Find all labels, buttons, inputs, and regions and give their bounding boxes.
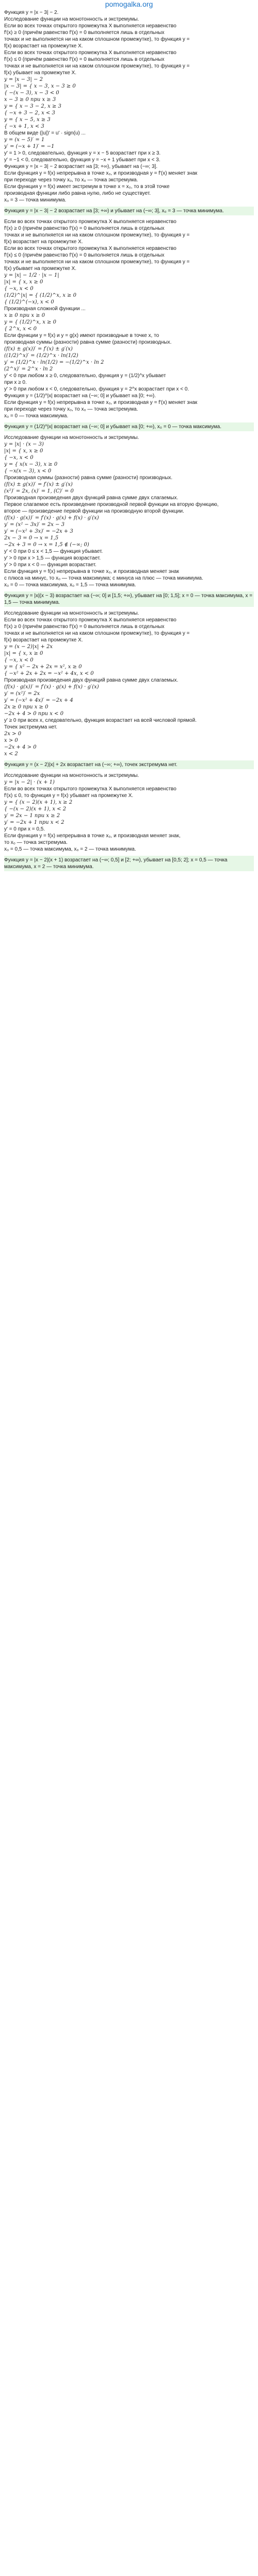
math-line: y = |x − 3| − 2 — [4, 77, 43, 82]
math-line: |x| = { x, x ≥ 0 — [4, 279, 43, 285]
math-line: { −x + 1, x < 3 — [4, 124, 44, 129]
math-line: y = { (1/2)^x, x ≥ 0 — [4, 319, 56, 325]
text-line: точках и не выполняется ни на каком сплошном промежутке), то функция y = — [4, 63, 190, 69]
text-line: Функция y = (1/2)^|x| возрастает на (−∞; 0] и убывает на [0; +∞). — [4, 393, 156, 399]
math-line: (1/2)^|x| = { (1/2)^x, x ≥ 0 — [4, 293, 76, 298]
text-line: f(x) возрастает на промежутке X. — [4, 43, 83, 49]
math-line: y′ = (−x² + 3x)′ = −2x + 3 — [4, 529, 73, 534]
text-line: Если во всех точках открытого промежутка X выполняется неравенство — [4, 617, 176, 623]
math-line: y = { x − 3 − 2, x ≥ 3 — [4, 104, 61, 109]
math-line: y = (x − 2)|x| + 2x — [4, 644, 53, 650]
text-line: y′ > 0 при x > 1,5 — функция возрастает. — [4, 555, 101, 561]
site-logo[interactable]: pomogalka.org — [105, 0, 153, 8]
text-line: Если функция y = f(x) имеет экстремум в точке x = x₀, то в этой точке — [4, 184, 170, 190]
answer-text: Функция y = (x − 2)|x| + 2x возрастает на (−∞; +∞), точек экстремума нет. — [4, 762, 178, 768]
text-line: y′ ≥ 0 при всех x, следовательно, функция возрастает на всей числовой прямой. — [4, 718, 197, 723]
answer-text: Функция y = (1/2)^|x| возрастает на (−∞; 0] и убывает на [0; +∞), x₀ = 0 — точка максимума. — [4, 424, 222, 430]
math-line: { −x + 3 − 2, x < 3 — [4, 110, 55, 116]
text-line: Исследование функции на монотонность и экстремумы. — [4, 16, 139, 22]
text-line: второе — произведение первой функции на производную второй функции. — [4, 509, 184, 514]
text-line: f′(x) ≤ 0 (причём равенство f′(x) = 0 выполняется лишь в отдельных — [4, 252, 165, 258]
text-line: Если во всех точках открытого промежутка X выполняется неравенство — [4, 246, 176, 251]
math-line: { −(x − 2)(x + 1), x < 2 — [4, 806, 67, 812]
math-line: y′ = (1/2)^x · ln(1/2) = −(1/2)^x · ln 2 — [4, 360, 104, 365]
math-line: −2x + 3 = 0 → x = 1,5 ∉ (−∞; 0) — [4, 542, 89, 548]
text-line: y′ = −1 < 0, следовательно, функция y = −x + 1 убывает при x < 3. — [4, 157, 160, 163]
text-line: производная функции либо равна нулю, либо не существует. — [4, 191, 151, 196]
math-line: y = (x − 5)′ = 1 — [4, 137, 45, 143]
text-line: Функция y = |x − 3| − 2 возрастает на [3; +∞), убывает на (−∞; 3]. — [4, 164, 158, 170]
text-line: Если во всех точках открытого промежутка X выполняется неравенство — [4, 219, 176, 225]
math-line: (x²)′ = 2x, (x)′ = 1, (C)′ = 0 — [4, 488, 74, 494]
text-line: y′ > 0 при x < 0 — функция возрастает. — [4, 562, 96, 568]
answer-text: Функция y = |x − 3| − 2 возрастает на [3; +∞) и убывает на (−∞; 3], x₀ = 3 — точка минимума. — [4, 208, 224, 214]
text-line: точках и не выполняется ни на каком сплошном промежутке), то функция y = — [4, 631, 190, 636]
math-line: ((1/2)^x)′ = (1/2)^x · ln(1/2) — [4, 353, 78, 359]
text-line: x₀ = 0,5 — точка максимума, x₀ = 2 — точка минимума. — [4, 846, 136, 852]
text-line: при переходе через точку x₀, то x₀ — точка экстремума. — [4, 177, 138, 183]
math-line: { −x(x − 3), x < 0 — [4, 468, 52, 474]
text-line: производная суммы (разности) равна сумме (разности) производных. — [4, 340, 172, 345]
text-line: Если функция y = f(x) непрерывна в точке x₀, и производная y = f′(x) меняет знак — [4, 171, 198, 176]
math-line: y = { x − 5, x ≥ 3 — [4, 117, 51, 123]
text-line: Производная произведения двух функций равна сумме двух слагаемых. — [4, 495, 179, 501]
math-line: x − 3 ≥ 0 при x ≥ 3 — [4, 97, 56, 103]
math-line: |x| = { x, x ≥ 0 — [4, 651, 43, 656]
text-line: при x ≥ 0. — [4, 380, 27, 385]
text-line: x₀ = 0 — точка максимума, x₀ = 1,5 — точка минимума. — [4, 582, 136, 588]
text-line: Производная произведения двух функций равна сумме двух слагаемых. — [4, 677, 179, 683]
math-line: |x| = { x, x ≥ 0 — [4, 448, 43, 454]
math-line: 2x ≥ 0 при x ≥ 0 — [4, 704, 49, 710]
text-line: y′ < 0 при 0 ≤ x < 1,5 — функция убывает. — [4, 549, 103, 554]
text-line: f′(x) ≥ 0 (причём равенство f′(x) = 0 выполняется лишь в отдельных — [4, 226, 165, 231]
math-line: |x − 3| = { x − 3, x − 3 ≥ 0 — [4, 83, 76, 89]
math-line: y = { x² − 2x + 2x = x², x ≥ 0 — [4, 664, 82, 670]
answer-block — [4, 422, 254, 431]
math-line: (f(x) · g(x))′ = f′(x) · g(x) + f(x) · g′(x) — [4, 684, 99, 690]
text-line: f(x) возрастает на промежутке X. — [4, 239, 83, 245]
text-line: y′ > 0 при любом x < 0, следовательно, функция y = 2^x возрастает при x < 0. — [4, 386, 189, 392]
math-line: y′ = 2x − 1 при x ≥ 2 — [4, 813, 60, 819]
text-line: f′(x) ≥ 0 (причём равенство f′(x) = 0 выполняется лишь в отдельных — [4, 30, 165, 36]
text-line: то x₀ — точка экстремума. — [4, 840, 68, 845]
math-line: y′ = (−x + 1)′ = −1 — [4, 144, 55, 149]
math-line: y′ = (−x² + 4x)′ = −2x + 4 — [4, 698, 73, 703]
text-line: f′(x) ≤ 0, то функция y = f(x) убывает на промежутке X. — [4, 793, 134, 799]
text-line: y′ < 0 при любом x ≥ 0, следовательно, функция y = (1/2)^x убывает — [4, 373, 166, 379]
text-line: Исследование функции на монотонность и экстремумы. — [4, 773, 139, 778]
answer-text: Функция y = |x|(x − 3) возрастает на (−∞; 0] и [1,5; +∞), убывает на [0; 1,5]; x = 0 — точка максимума, x = 1,5 — точка минимума. — [4, 593, 253, 605]
text-line: x₀ = 3 — точка минимума. — [4, 197, 67, 203]
text-line: В общем виде (|u|)′ = u′ · sign(u) ... — [4, 130, 86, 136]
text-line: y′ = 1 > 0, следовательно, функция y = x − 5 возрастает при x ≥ 3. — [4, 150, 161, 156]
text-line: Первое слагаемое есть произведение производной первой функции на вторую функцию, — [4, 502, 219, 507]
text-line: точках и не выполняется ни на каком сплошном промежутке), то функция y = — [4, 37, 190, 42]
math-line: (f(x) ± g(x))′ = f′(x) ± g′(x) — [4, 482, 73, 487]
answer-block — [4, 856, 254, 871]
answer-block — [4, 207, 254, 215]
math-line: x ≥ 0 при x ≥ 0 — [4, 313, 45, 318]
math-line: y′ = −2x + 1 при x < 2 — [4, 820, 64, 825]
math-line: y = |x| − 1/2 · |x − 1| — [4, 273, 59, 278]
text-line: Производная суммы (разности) равна сумме (разности) производных. — [4, 475, 173, 481]
math-line: (2^x)′ = 2^x · ln 2 — [4, 366, 53, 372]
math-line: { −x, x < 0 — [4, 657, 34, 663]
math-line: { −x² + 2x + 2x = −x² + 4x, x < 0 — [4, 671, 94, 676]
math-line: 2x > 0 — [4, 731, 22, 737]
math-line: y = { x(x − 3), x ≥ 0 — [4, 462, 58, 467]
text-line: с плюса на минус, то x₀ — точка максимума; с минуса на плюс — точка минимума. — [4, 575, 203, 581]
text-line: x₀ = 0 — точка максимума. — [4, 413, 69, 419]
text-line: Функция y = |x − 3| − 2. — [4, 10, 59, 15]
text-line: Если во всех точках открытого промежутка X выполняется неравенство — [4, 50, 176, 56]
math-line: { −(x − 3), x − 3 < 0 — [4, 90, 59, 96]
text-line: f(x) возрастает на промежутке X. — [4, 637, 83, 643]
text-line: точках и не выполняется ни на каком сплошном промежутке), то функция y = — [4, 232, 190, 238]
text-line: f(x) убывает на промежутке X. — [4, 266, 76, 272]
text-line: f′(x) ≥ 0 (причём равенство f′(x) = 0 выполняется лишь в отдельных — [4, 624, 165, 630]
math-line: y′ = (x² − 3x)′ = 2x − 3 — [4, 522, 64, 528]
math-line: y = { (x − 2)(x + 1), x ≥ 2 — [4, 800, 73, 805]
solution-content — [0, 9, 258, 871]
text-line: Если функция y = f(x) непрерывна в точке x₀, и производная меняет знак — [4, 569, 179, 574]
text-line: Если во всех точках открытого промежутка X выполняется неравенство — [4, 23, 176, 29]
math-line: −2x + 4 > 0 — [4, 744, 37, 750]
text-line: f′(x) ≤ 0 (причём равенство f′(x) = 0 выполняется лишь в отдельных — [4, 57, 165, 62]
text-line: Исследование функции на монотонность и экстремумы. — [4, 611, 139, 616]
math-line: { 2^x, x < 0 — [4, 326, 37, 332]
math-line: (f(x) ± g(x))′ = f′(x) ± g′(x) — [4, 346, 73, 352]
math-line: x > 0 — [4, 738, 18, 743]
text-line: Производная сложной функции ... — [4, 306, 86, 312]
text-line: Если функция y = f(x) непрерывна в точке x₀, и производная y = f′(x) меняет знак — [4, 400, 198, 405]
text-line: Точек экстремума нет. — [4, 724, 57, 730]
text-line: при переходе через точку x₀, то x₀ — точка экстремума. — [4, 406, 138, 412]
math-line: −2x + 4 > 0 при x < 0 — [4, 711, 63, 717]
math-line: 2x − 3 = 0 → x = 1,5 — [4, 535, 59, 541]
math-line: y′ = (x²)′ = 2x — [4, 691, 40, 697]
site-header — [0, 0, 258, 9]
math-line: (f(x) · g(x))′ = f′(x) · g(x) + f(x) · g′(x) — [4, 515, 99, 521]
text-line: y′ = 0 при x = 0,5. — [4, 826, 45, 832]
answer-block — [4, 591, 254, 607]
math-line: { −x, x < 0 — [4, 286, 34, 292]
text-line: f(x) убывает на промежутке X. — [4, 70, 76, 76]
text-line: точках и не выполняется ни на каком сплошном промежутке), то функция y = — [4, 259, 190, 265]
answer-text: Функция y = |x − 2|(x + 1) возрастает на (−∞; 0,5] и [2; +∞), убывает на [0,5; 2]; x = 0,5 — точка максимума, x = 2 — точка минимума. — [4, 857, 228, 870]
text-line: Исследование функции на монотонность и экстремумы. — [4, 435, 139, 440]
math-line: x < 2 — [4, 751, 18, 757]
math-line: { −x, x < 0 — [4, 455, 34, 461]
text-line: Если функции y = f(x) и y = g(x) имеют производные в точке x, то — [4, 333, 159, 338]
math-line: { (1/2)^(−x), x < 0 — [4, 299, 54, 305]
answer-block — [4, 760, 254, 769]
text-line: Если функция y = f(x) непрерывна в точке x₀, и производная меняет знак, — [4, 833, 181, 839]
math-line: y = |x| · (x − 3) — [4, 442, 44, 447]
math-line: y = |x − 2| · (x + 1) — [4, 779, 55, 785]
text-line: Если во всех точках открытого промежутка X выполняется неравенство — [4, 786, 176, 792]
